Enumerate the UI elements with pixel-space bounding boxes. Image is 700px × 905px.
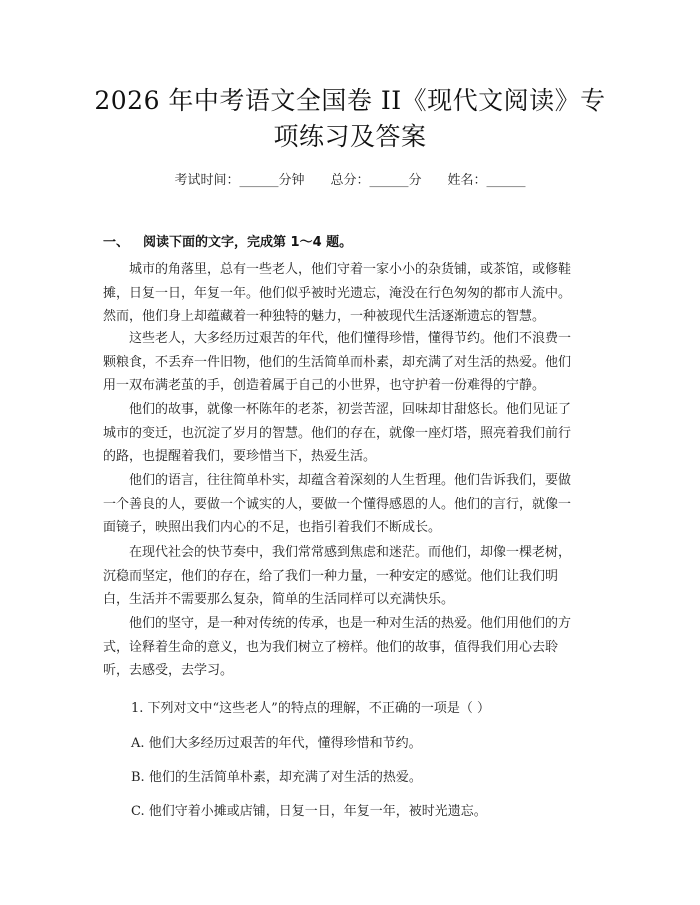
question-1-option-a: A. 他们大多经历过艰苦的年代，懂得珍惜和节约。 — [131, 736, 422, 751]
exam-time-field: 考试时间：______分钟 — [174, 173, 305, 188]
paragraph-line: 他们的语言，往往简单朴实，却蕴含着深刻的人生哲理。他们告诉我们，要做 — [129, 473, 572, 488]
paragraph-line: 在现代社会的快节奏中，我们常常感到焦虑和迷茫。而他们，却像一棵老树， — [129, 545, 572, 560]
section-instruction: 阅读下面的文字，完成第 1～4 题。 — [143, 235, 353, 250]
paragraph-line: 他们的故事，就像一杯陈年的老茶，初尝苦涩，回味却甘甜悠长。他们见证了 — [129, 402, 572, 417]
exam-info-row — [0, 169, 700, 188]
student-name-field: 姓名：______ — [447, 173, 526, 188]
passage-paragraph-1 — [103, 258, 597, 329]
question-1-stem: 1. 下列对文中“这些老人”的特点的理解，不正确的一项是（ ） — [131, 701, 490, 716]
paragraph-line: 一个善良的人，要做一个诚实的人，要做一个懂得感恩的人。他们的言行，就像一 — [103, 496, 572, 512]
paragraph-line: 式，诠释着生命的意义，也为我们树立了榜样。他们的故事，值得我们用心去聆 — [103, 639, 559, 655]
question-1-option-c: C. 他们守着小摊或店铺，日复一日，年复一年，被时光遗忘。 — [131, 804, 487, 819]
paragraph-line: 这些老人，大多经历过艰苦的年代，他们懂得珍惜，懂得节约。他们不浪费一 — [129, 331, 572, 346]
section-number: 一、 — [103, 235, 130, 250]
paragraph-line: 白，生活并不需要那么复杂，简单的生活同样可以充满快乐。 — [103, 592, 455, 607]
paragraph-line: 面镜子，映照出我们内心的不足，也指引着我们不断成长。 — [103, 520, 442, 535]
paragraph-line: 摊，日复一日，年复一年。他们似乎被时光遗忘，淹没在行色匆匆的都市人流中。 — [103, 285, 572, 301]
section-heading — [103, 231, 352, 250]
paragraph-line: 他们的坚守，是一种对传统的传承，也是一种对生活的热爱。他们用他们的方 — [129, 616, 572, 631]
exam-title-line-2: 项练习及答案 — [273, 122, 427, 151]
exam-title-line-1: 2026 年中考语文全国卷 II《现代文阅读》专 — [94, 86, 606, 115]
paragraph-line: 沉稳而坚定，他们的存在，给了我们一种力量，一种安定的感觉。他们让我们明 — [103, 568, 559, 584]
paragraph-line: 城市的变迁，也沉淀了岁月的智慧。他们的存在，就像一座灯塔，照亮着我们前行 — [103, 425, 572, 441]
passage-paragraph-2 — [103, 327, 597, 398]
paragraph-line: 用一双布满老茧的手，创造着属于自己的小世界，也守护着一份难得的宁静。 — [103, 378, 546, 393]
passage-paragraph-3 — [103, 398, 597, 469]
paragraph-line: 听，去感受，去学习。 — [103, 663, 234, 678]
passage-paragraph-4 — [103, 469, 597, 540]
total-score-field: 总分：______分 — [330, 173, 422, 188]
paragraph-line: 颗粮食，不丢弃一件旧物，他们的生活简单而朴素，却充满了对生活的热爱。他们 — [103, 354, 572, 370]
passage-paragraph-5 — [103, 541, 597, 612]
paragraph-line: 城市的角落里，总有一些老人，他们守着一家小小的杂货铺，或茶馆，或修鞋 — [129, 262, 572, 277]
paragraph-line: 的路，也提醒着我们，要珍惜当下，热爱生活。 — [103, 449, 377, 464]
paragraph-line: 然而，他们身上却蕴藏着一种独特的魅力，一种被现代生活逐渐遗忘的智慧。 — [103, 309, 546, 324]
question-1-option-b: B. 他们的生活简单朴素，却充满了对生活的热爱。 — [131, 770, 422, 785]
passage-paragraph-6 — [103, 612, 597, 683]
